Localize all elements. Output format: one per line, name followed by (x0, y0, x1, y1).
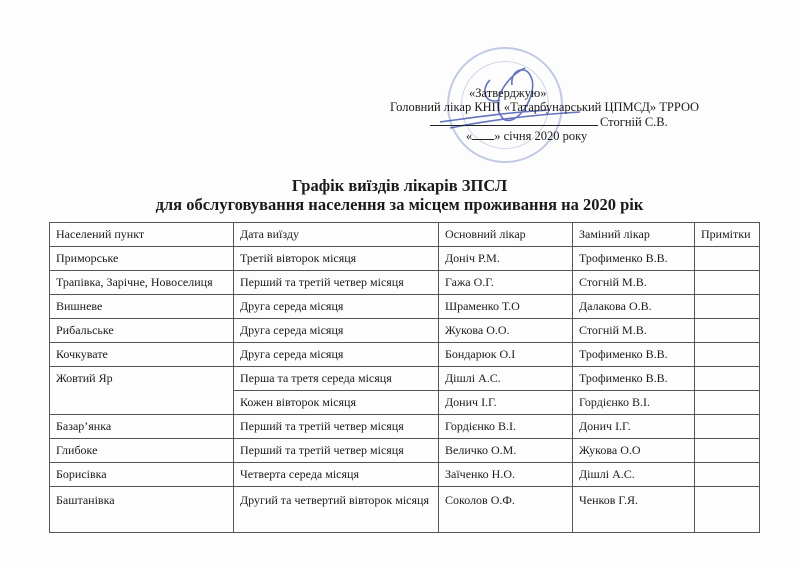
cell-notes (695, 439, 760, 463)
cell-substitute-doctor: Трофименко В.В. (573, 367, 695, 391)
date-blank (472, 128, 494, 140)
cell-notes (695, 271, 760, 295)
cell-place: Трапівка, Зарічне, Новоселиця (50, 271, 234, 295)
cell-notes (695, 487, 760, 533)
signature-underline (430, 114, 598, 126)
schedule-table (49, 222, 760, 533)
cell-substitute-doctor: Жукова О.О (573, 439, 695, 463)
cell-date: Перший та третій четвер місяця (234, 271, 439, 295)
cell-notes (695, 367, 760, 391)
header-place: Населений пункт (50, 223, 234, 247)
cell-main-doctor: Дішлі А.С. (439, 367, 573, 391)
cell-date: Третій вівторок місяця (234, 247, 439, 271)
cell-main-doctor: Жукова О.О. (439, 319, 573, 343)
table-header-row (50, 223, 760, 247)
approval-date (466, 128, 587, 144)
cell-place: Базар’янка (50, 415, 234, 439)
cell-place: Рибальське (50, 319, 234, 343)
cell-place: Баштанівка (50, 487, 234, 533)
header-notes: Примітки (695, 223, 760, 247)
table-row (50, 247, 760, 271)
approval-block (0, 0, 799, 170)
table-row (50, 463, 760, 487)
cell-place: Жовтий Яр (50, 367, 234, 415)
cell-date: Перший та третій четвер місяця (234, 415, 439, 439)
approver-position: Головний лікар КНП «Татарбунарський ЦПМСД» ТРРОО (390, 100, 700, 114)
table-row (50, 367, 760, 391)
cell-notes (695, 343, 760, 367)
cell-place: Вишневе (50, 295, 234, 319)
cell-date: Друга середа місяця (234, 319, 439, 343)
table-row (50, 295, 760, 319)
cell-date: Кожен вівторок місяця (234, 391, 439, 415)
cell-date: Другий та четвертий вівторок місяця (234, 487, 439, 533)
approver-name: Стогній С.В. (600, 115, 668, 129)
document-subtitle: для обслуговування населення за місцем проживання на 2020 рік (155, 195, 644, 214)
cell-substitute-doctor: Гордієнко В.І. (573, 391, 695, 415)
cell-notes (695, 319, 760, 343)
table-row (50, 319, 760, 343)
cell-substitute-doctor: Стогній М.В. (573, 319, 695, 343)
cell-place: Глибоке (50, 439, 234, 463)
table-row (50, 439, 760, 463)
cell-substitute-doctor: Ченков Г.Я. (573, 487, 695, 533)
cell-substitute-doctor: Дішлі А.С. (573, 463, 695, 487)
approve-heading: «Затверджую» (469, 86, 547, 100)
cell-date: Друга середа місяця (234, 343, 439, 367)
cell-main-doctor: Гажа О.Г. (439, 271, 573, 295)
cell-substitute-doctor: Стогній М.В. (573, 271, 695, 295)
cell-main-doctor: Донич І.Г. (439, 391, 573, 415)
header-date: Дата виїзду (234, 223, 439, 247)
cell-date: Перший та третій четвер місяця (234, 439, 439, 463)
cell-main-doctor: Заїченко Н.О. (439, 463, 573, 487)
cell-date: Перша та третя середа місяця (234, 367, 439, 391)
cell-main-doctor: Соколов О.Ф. (439, 487, 573, 533)
table-row (50, 415, 760, 439)
cell-main-doctor: Доніч Р.М. (439, 247, 573, 271)
cell-substitute-doctor: Трофименко В.В. (573, 343, 695, 367)
cell-main-doctor: Величко О.М. (439, 439, 573, 463)
cell-date: Друга середа місяця (234, 295, 439, 319)
header-main-doctor: Основний лікар (439, 223, 573, 247)
cell-place: Кочкувате (50, 343, 234, 367)
cell-substitute-doctor: Трофименко В.В. (573, 247, 695, 271)
cell-date: Четверта середа місяця (234, 463, 439, 487)
date-suffix: » січня 2020 року (494, 129, 588, 143)
cell-main-doctor: Бондарюк О.І (439, 343, 573, 367)
cell-substitute-doctor: Далакова О.В. (573, 295, 695, 319)
document-title: Графік виїздів лікарів ЗПСЛ (291, 176, 508, 195)
date-prefix: « (466, 129, 473, 143)
cell-main-doctor: Шраменко Т.О (439, 295, 573, 319)
table-row (50, 271, 760, 295)
cell-notes (695, 463, 760, 487)
cell-main-doctor: Гордієнко В.І. (439, 415, 573, 439)
cell-place: Борисівка (50, 463, 234, 487)
cell-notes (695, 415, 760, 439)
cell-notes (695, 247, 760, 271)
table-row (50, 343, 760, 367)
cell-substitute-doctor: Донич І.Г. (573, 415, 695, 439)
cell-notes (695, 391, 760, 415)
header-substitute-doctor: Заміний лікар (573, 223, 695, 247)
cell-place: Приморське (50, 247, 234, 271)
table-row (50, 487, 760, 533)
cell-notes (695, 295, 760, 319)
